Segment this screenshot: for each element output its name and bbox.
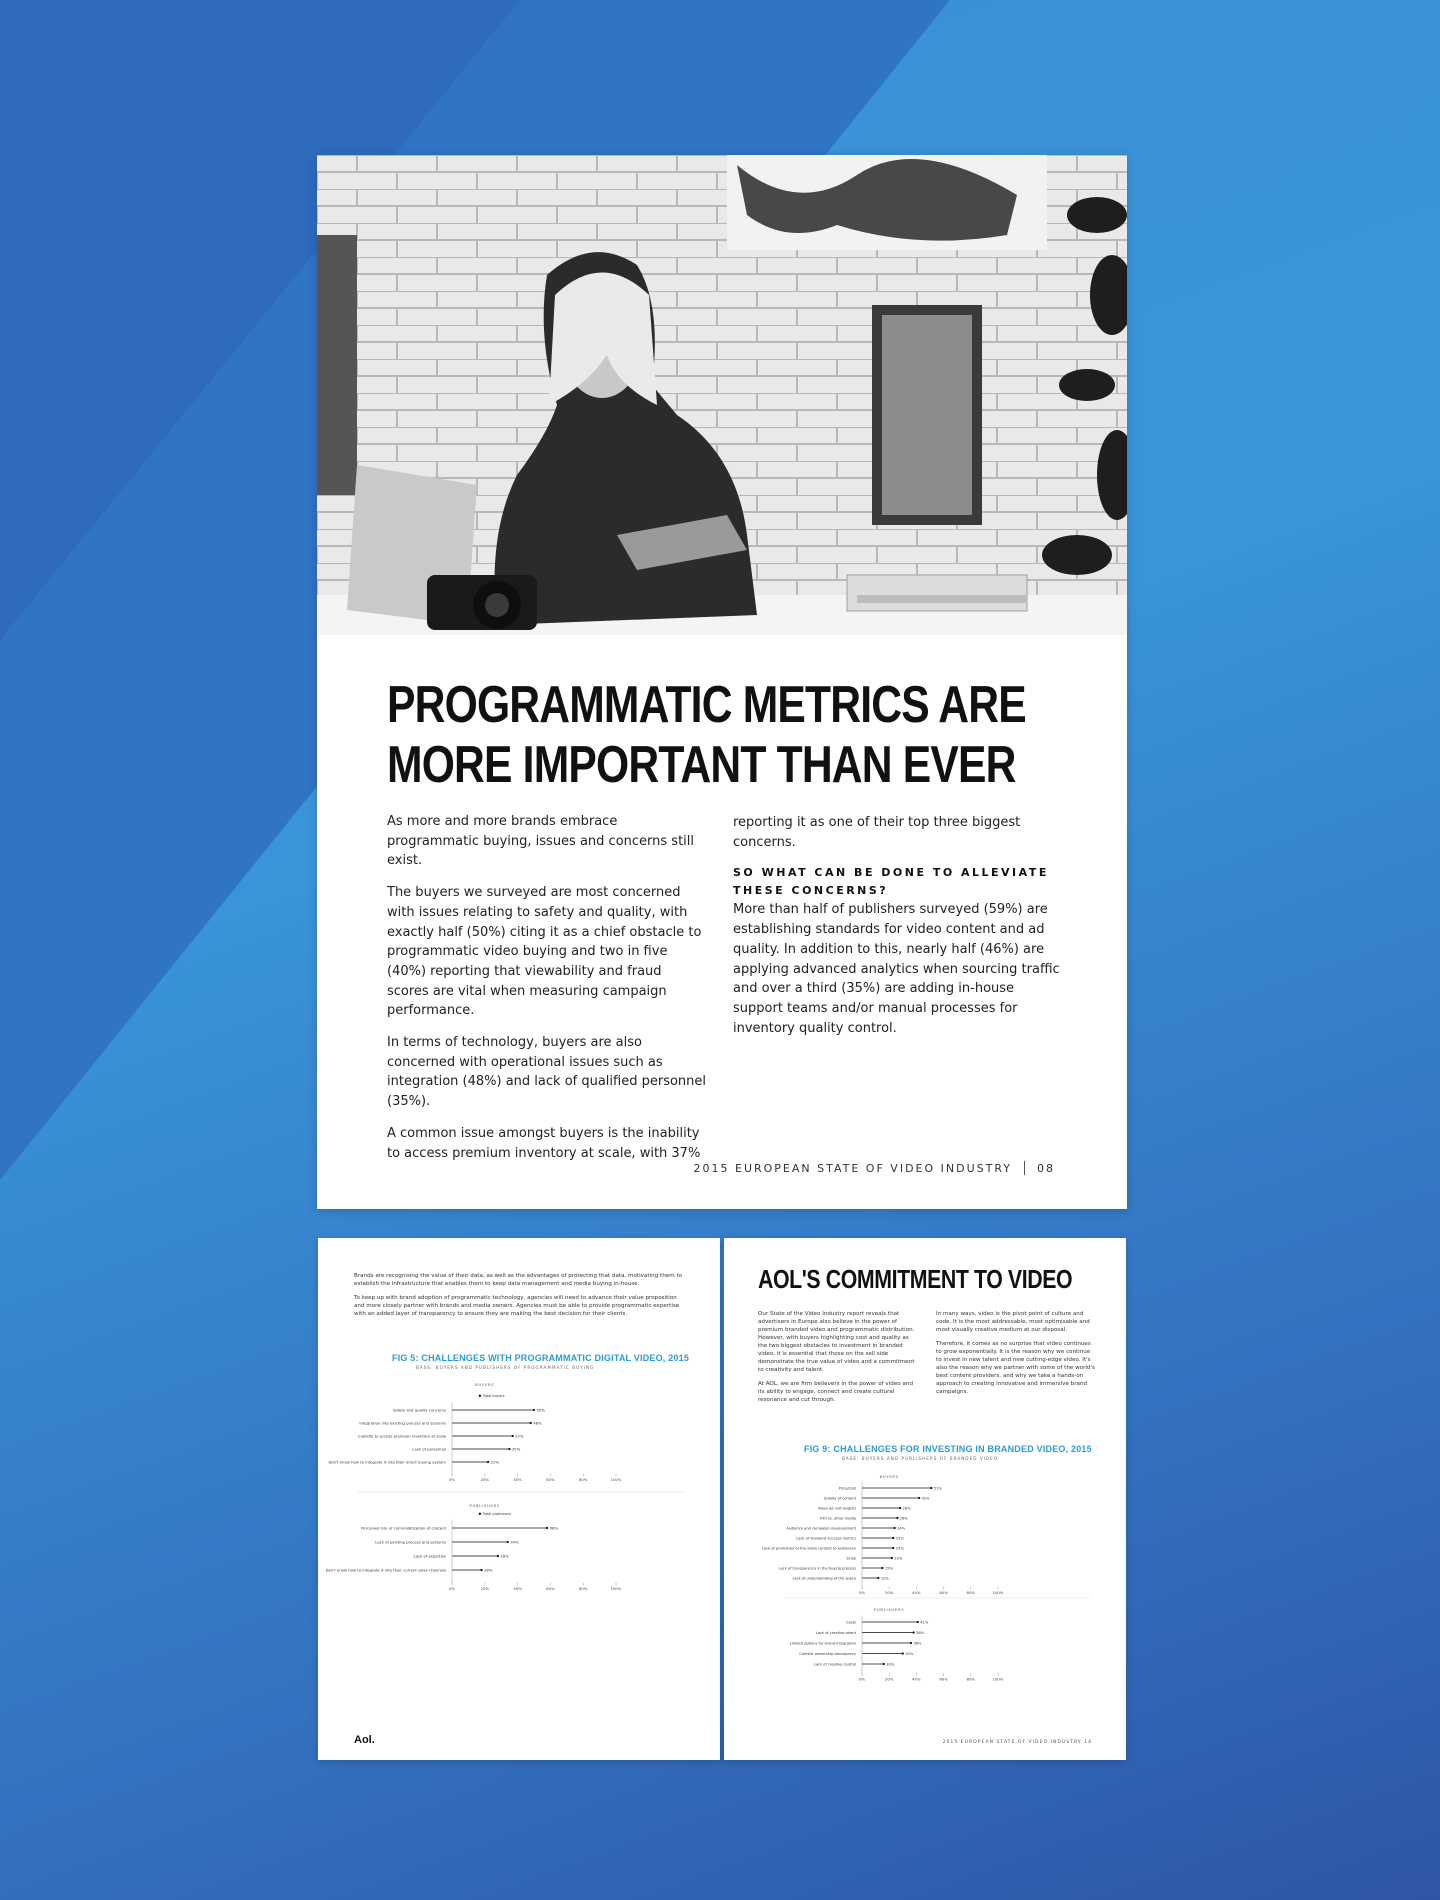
x-tick-label: 0%	[858, 1676, 866, 1682]
fig-base: BASE: BUYERS AND PUBLISHERS OF PROGRAMMATIC BUYING	[416, 1365, 595, 1370]
x-tick-label: 80%	[578, 1586, 588, 1591]
fig-title: FIG 9: CHALLENGES FOR INVESTING IN BRANDED VIDEO, 2015	[804, 1444, 1092, 1454]
x-tick-label: 60%	[939, 1590, 948, 1595]
x-tick-label: 20%	[480, 1586, 490, 1591]
x-tick-label: 20%	[884, 1590, 894, 1595]
bar-category-label: Limited options for brand integration	[789, 1641, 856, 1646]
main-page	[317, 155, 1127, 1209]
bar-end-dot	[891, 1557, 893, 1559]
bar-value-label: 26%	[899, 1516, 908, 1521]
bar-value-label: 42%	[921, 1496, 930, 1501]
bar-end-dot	[546, 1527, 548, 1529]
bar-end-dot	[917, 1621, 919, 1623]
left-thumbnail-page	[318, 1238, 720, 1760]
x-tick-label: 80%	[966, 1676, 976, 1682]
paragraph: Brands are recognising the value of their data, as well as the advantages of protecting that data, motivating them to establish the infrastructure that enables them to keep data management and media buying in-house.	[354, 1273, 683, 1287]
paragraph: In many ways, video is the pivot point of culture and code. It is the most addressable, most optimisable and most visually creative medium at our disposal.	[936, 1311, 1090, 1333]
bar-category-label: Scale	[846, 1556, 856, 1561]
fig5-chart	[318, 1378, 720, 1698]
x-tick-label: 0%	[448, 1586, 456, 1591]
x-tick-label: 100%	[992, 1676, 1004, 1682]
chart-group-label: PUBLISHERS	[874, 1608, 905, 1612]
x-tick-label: 0%	[448, 1477, 456, 1482]
x-tick-label: 40%	[912, 1590, 921, 1595]
aol-logo: Aol.	[354, 1734, 375, 1746]
left-column	[758, 1310, 916, 1410]
bar-category-label: Lack of standard success metrics	[796, 1536, 856, 1541]
bar-end-dot	[881, 1567, 883, 1569]
bar-category-label: Lack of understanding of the space	[792, 1576, 856, 1581]
x-tick-label: 40%	[513, 1477, 522, 1482]
x-tick-label: 60%	[546, 1586, 555, 1591]
bar-category-label: Content ownership discrepancy	[799, 1651, 856, 1656]
bar-category-label: Perceived risk of commoditization of content	[361, 1525, 446, 1531]
bar-category-label: Lack of transparency in the buying process	[778, 1566, 856, 1571]
page-footer: 2015 EUROPEAN STATE OF VIDEO INDUSTRY 14	[942, 1740, 1092, 1745]
bar-value-label: 15%	[884, 1566, 893, 1571]
bar-value-label: 58%	[549, 1525, 559, 1531]
bar-category-label: Don't know how to integrate it into their direct buying system	[328, 1459, 446, 1465]
bar-value-label: 51%	[933, 1486, 942, 1491]
paragraph: Therefore, it comes as no surprise that video continues to grow exponentially. It is the reason why we continue to invest in new talent and new cutting-edge video. It's also the reason why we partner with some of the world's best content providers, and why we take a hands-on approach to creating innovative and immersive brand campaigns.	[936, 1341, 1095, 1395]
x-tick-label: 80%	[966, 1590, 976, 1595]
commitment-headline: AOL'S COMMITMENT TO VIDEO	[758, 1264, 1073, 1294]
chart-group-label: BUYERS	[475, 1383, 495, 1387]
bar-end-dot	[918, 1497, 920, 1499]
legend-marker	[479, 1395, 481, 1397]
bar-value-label: 12%	[880, 1576, 889, 1581]
page-number: 08	[1037, 1161, 1055, 1175]
legend-marker	[479, 1513, 481, 1515]
bar-end-dot	[883, 1663, 885, 1665]
bar-value-label: 28%	[500, 1553, 509, 1559]
bar-category-label: Lack of creative control	[813, 1662, 856, 1667]
bar-category-label: Lack of expertise	[413, 1553, 446, 1559]
bar-end-dot	[480, 1569, 482, 1571]
bar-category-label: Inability to access premium inventory at scale	[358, 1433, 446, 1439]
bar-value-label: 23%	[895, 1536, 904, 1541]
bar-value-label: 22%	[894, 1556, 903, 1561]
x-tick-label: 20%	[884, 1676, 894, 1682]
bar-end-dot	[910, 1642, 912, 1644]
bar-end-dot	[512, 1435, 514, 1437]
bar-end-dot	[508, 1448, 510, 1450]
bar-end-dot	[894, 1527, 896, 1529]
footer-divider	[1024, 1161, 1025, 1175]
hero-photo	[317, 155, 1127, 635]
bar-end-dot	[902, 1652, 904, 1654]
paragraph: A common issue amongst buyers is the inability to access premium inventory at scale, with 37%	[387, 1125, 701, 1161]
bar-value-label: 48%	[533, 1420, 542, 1426]
bar-end-dot	[896, 1517, 898, 1519]
headline-line-2: MORE IMPORTANT THAN EVER	[387, 736, 1016, 794]
bar-category-label: Quality of content	[823, 1496, 856, 1501]
bar-category-label: Lack of promotion of the video content to audiences	[761, 1546, 856, 1551]
bar-value-label: 22%	[490, 1459, 500, 1465]
legend-label: Total buyers	[482, 1394, 505, 1398]
bar-value-label: 41%	[920, 1620, 929, 1625]
bar-category-label: Price/cost	[838, 1486, 856, 1491]
bar-value-label: 30%	[905, 1651, 914, 1656]
paragraph: To keep up with brand adoption of programmatic technology, agencies will need to advance their value proposition and more closely partner with brands and media owners. Agencies must be able to provide programmatic expertise with an added layer of transparency to ensure they are making the best decision for their clients.	[354, 1295, 680, 1317]
chart-group-label: BUYERS	[879, 1475, 899, 1479]
bar-value-label: 37%	[515, 1433, 524, 1439]
bar-value-label: 35%	[511, 1446, 521, 1452]
chart-group-label: PUBLISHERS	[469, 1504, 500, 1508]
bar-value-label: 36%	[913, 1641, 922, 1646]
bar-end-dot	[497, 1555, 499, 1557]
bar-end-dot	[877, 1577, 879, 1579]
paragraph: Our State of the Video Industry report reveals that advertisers in Europe also believe in the power of premium branded video and programmatic distribution. However, with buyers highlighting cost and quality as the two biggest obstacles to investment in branded video, it is essential that those on the sell side demonstrate the true value of video and a commitment to creativity and talent.	[758, 1311, 915, 1373]
bar-end-dot	[487, 1461, 489, 1463]
page-footer	[694, 1161, 1056, 1175]
bar-value-label: 23%	[895, 1546, 904, 1551]
bar-category-label: Safety and quality concerns	[392, 1407, 446, 1413]
bar-category-label: Audience and campaign measurement	[786, 1526, 856, 1531]
bar-category-label: ROI vs. other media	[820, 1516, 856, 1521]
x-tick-label: 0%	[858, 1590, 866, 1595]
bar-end-dot	[913, 1631, 915, 1633]
intro-text	[354, 1272, 684, 1324]
x-tick-label: 100%	[992, 1590, 1004, 1595]
paragraph: In terms of technology, buyers are also concerned with operational issues such as integration (48%) and lack of qualified personnel (35%).	[387, 1035, 707, 1110]
fig-title: FIG 5: CHALLENGES WITH PROGRAMMATIC DIGITAL VIDEO, 2015	[392, 1353, 690, 1363]
fig-base: BASE: BUYERS AND PUBLISHERS OF BRANDED VIDEO	[842, 1456, 999, 1461]
right-thumbnail-page	[724, 1238, 1126, 1760]
bar-value-label: 24%	[897, 1526, 906, 1531]
right-column	[936, 1310, 1096, 1402]
bar-value-label: 50%	[536, 1407, 545, 1413]
x-tick-label: 100%	[610, 1477, 622, 1482]
legend-label: Total publishers	[482, 1512, 511, 1516]
bar-value-label: 28%	[902, 1506, 911, 1511]
page-headline	[387, 675, 1026, 795]
bar-category-label: Lack of existing process and systems	[375, 1539, 446, 1545]
paragraph: The buyers we surveyed are most concerned with issues relating to safety and quality, with exactly half (50%) citing it as a chief obstacle to programmatic video buying and two in five (40%) reporting that viewability and fraud scores are vital when measuring campaign performance.	[387, 885, 702, 1019]
right-column	[733, 813, 1063, 1050]
bar-category-label: Lack of personnel	[412, 1446, 446, 1452]
bar-end-dot	[892, 1537, 894, 1539]
bar-category-label: Video ad unit lengths	[817, 1506, 856, 1511]
x-tick-label: 40%	[912, 1676, 921, 1682]
bar-value-label: 16%	[886, 1662, 895, 1667]
bar-value-label: 38%	[916, 1630, 925, 1635]
bar-value-label: 18%	[484, 1567, 493, 1573]
bar-category-label: Lack of creative talent	[815, 1630, 856, 1635]
bar-category-label: Don't know how to integrate it into their current sales channels	[325, 1567, 446, 1573]
x-tick-label: 100%	[610, 1586, 622, 1591]
bar-end-dot	[533, 1409, 535, 1411]
paragraph: More than half of publishers surveyed (59%) are establishing standards for video content and ad quality. In addition to this, nearly half (46%) are applying advanced analytics when sourcing traffic and over a third (35%) are adding in-house support teams and/or manual processes for inventory quality control.	[733, 902, 1060, 1036]
x-tick-label: 40%	[513, 1586, 522, 1591]
x-tick-label: 60%	[939, 1676, 948, 1682]
bar-end-dot	[930, 1487, 932, 1489]
bar-category-label: Integration into existing process and systems	[359, 1420, 446, 1426]
headline-line-1: PROGRAMMATIC METRICS ARE	[387, 676, 1026, 734]
x-tick-label: 20%	[480, 1477, 490, 1482]
bar-end-dot	[507, 1541, 509, 1543]
bar-end-dot	[530, 1422, 532, 1424]
footer-title: 2015 EUROPEAN STATE OF VIDEO INDUSTRY	[693, 1161, 1012, 1175]
paragraph: As more and more brands embrace programmatic buying, issues and concerns still exist.	[387, 814, 695, 869]
bar-end-dot	[899, 1507, 901, 1509]
bar-end-dot	[892, 1547, 894, 1549]
paragraph: reporting it as one of their top three biggest concerns.	[733, 815, 1021, 850]
bar-category-label: Costs	[846, 1620, 856, 1625]
paragraph: At AOL, we are firm believers in the power of video and its ability to engage, connect and create cultural resonance and cut through.	[758, 1381, 914, 1403]
x-tick-label: 60%	[546, 1477, 555, 1482]
left-column	[387, 812, 707, 1175]
section-subhead: SO WHAT CAN BE DONE TO ALLEVIATE THESE CONCERNS?	[733, 866, 1049, 898]
bar-value-label: 34%	[510, 1539, 519, 1545]
fig9-chart	[724, 1464, 1126, 1744]
x-tick-label: 80%	[578, 1477, 588, 1482]
